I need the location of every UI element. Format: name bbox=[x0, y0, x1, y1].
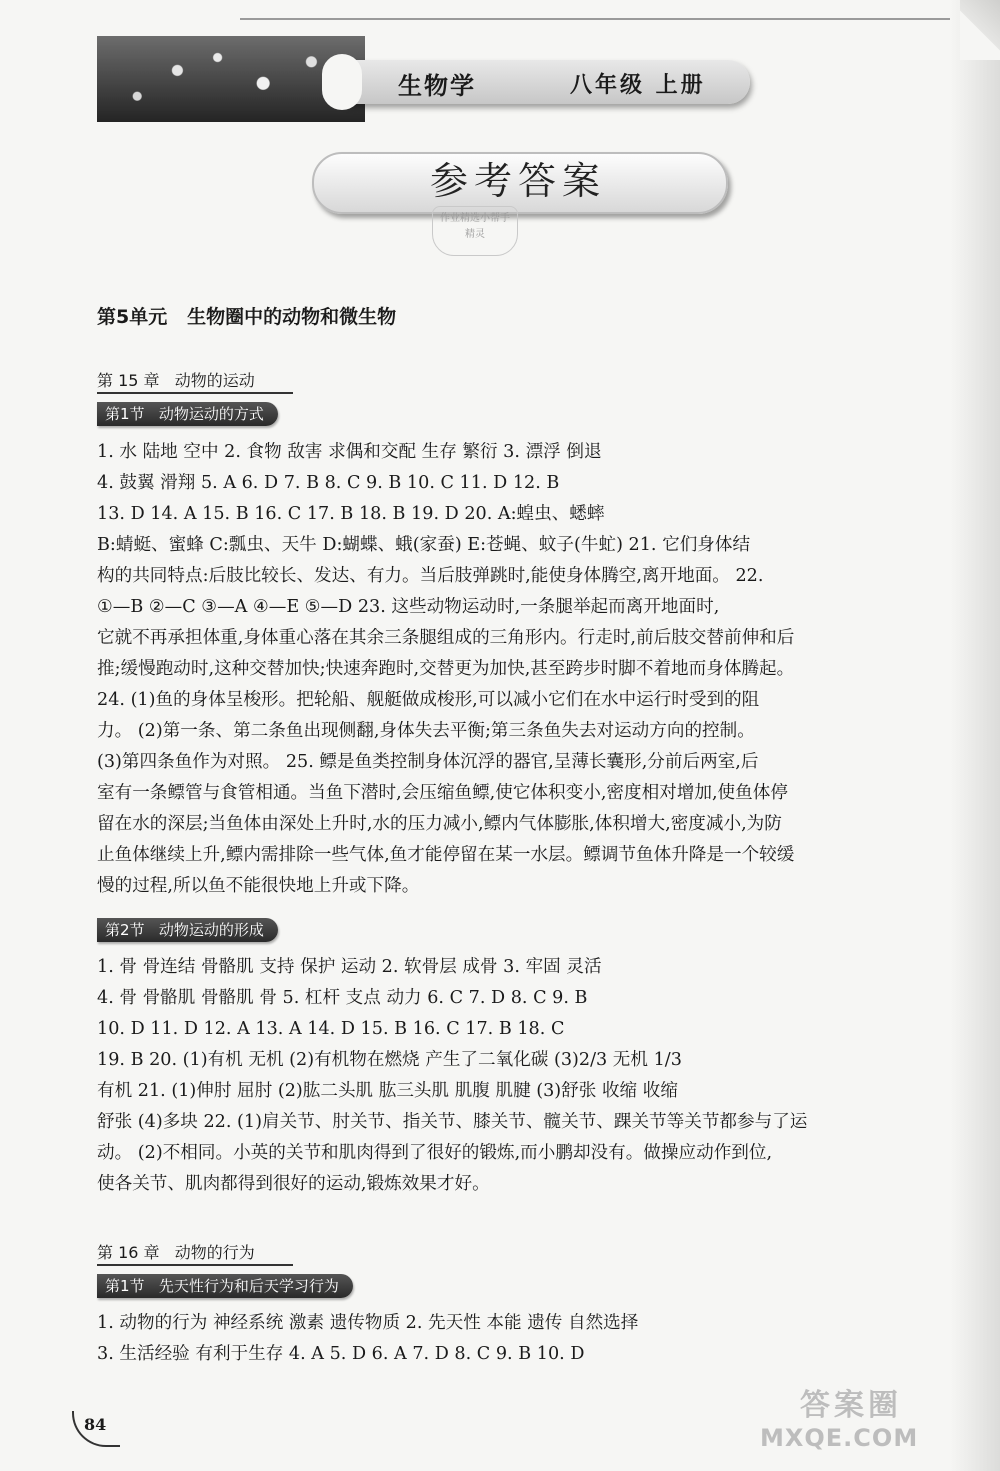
page-number bbox=[72, 1411, 120, 1445]
answer-line: 构的共同特点:后肢比较长、发达、有力。当后肢弹跳时,能使身体腾空,离开地面。 22. bbox=[97, 566, 764, 586]
answer-line: 3. 生活经验 有利于生存 4. A 5. D 6. A 7. D 8. C 9. B 10. D bbox=[97, 1344, 585, 1364]
answer-line: 留在水的深层;当鱼体由深处上升时,水的压力减小,鳔内气体膨胀,体积增大,密度减小,为防 bbox=[97, 814, 782, 834]
page-edge-shadow bbox=[950, 0, 1000, 1471]
section-15-1-tag: 第1节 动物运动的方式 bbox=[97, 402, 278, 426]
answer-line: 止鱼体继续上升,鳔内需排除一些气体,鱼才能停留在某一水层。鳔调节鱼体升降是一个较缓 bbox=[97, 845, 795, 865]
page-corner-fold bbox=[960, 0, 1000, 60]
answer-line: 有机 21. (1)伸肘 屈肘 (2)肱二头肌 肱三头肌 肌腹 肌腱 (3)舒张 收缩 收缩 bbox=[97, 1081, 678, 1101]
answer-line: 动。 (2)不相同。小英的关节和肌肉得到了很好的锻炼,而小鹏却没有。做操应动作到位, bbox=[97, 1143, 773, 1163]
answer-line: 4. 骨 骨骼肌 骨骼肌 骨 5. 杠杆 支点 动力 6. C 7. D 8. C 9. B bbox=[97, 988, 588, 1008]
watermark bbox=[760, 1380, 980, 1460]
chapter-15-title: 第 15 章 动物的运动 bbox=[97, 368, 255, 391]
answer-line: 19. B 20. (1)有机 无机 (2)有机物在燃烧 产生了二氧化碳 (3)2/3 无机 1/3 bbox=[97, 1050, 682, 1070]
answer-line: 力。 (2)第一条、第二条鱼出现侧翻,身体失去平衡;第三条鱼失去对运动方向的控制。 bbox=[97, 721, 755, 741]
top-rule bbox=[240, 18, 950, 20]
answer-line: 4. 鼓翼 滑翔 5. A 6. D 7. B 8. C 9. B 10. C 11. D 12. B bbox=[97, 473, 560, 493]
section-15-1-answers bbox=[97, 437, 942, 902]
watermark-top: 答案圈 bbox=[800, 1388, 902, 1423]
answer-title: 参考答案 bbox=[429, 159, 606, 203]
stamp-mark bbox=[432, 206, 518, 256]
answer-line: 舒张 (4)多块 22. (1)肩关节、肘关节、指关节、膝关节、髋关节、踝关节等关节都参与了运 bbox=[97, 1112, 808, 1132]
answer-line: (3)第四条鱼作为对照。 25. 鳔是鱼类控制身体沉浮的器官,呈薄长囊形,分前后两室,后 bbox=[97, 752, 759, 772]
answer-line: 慢的过程,所以鱼不能很快地上升或下降。 bbox=[97, 876, 420, 896]
answer-line: 10. D 11. D 12. A 13. A 14. D 15. B 16. C 17. B 18. C bbox=[97, 1019, 565, 1039]
answer-line: 24. (1)鱼的身体呈梭形。把轮船、舰艇做成梭形,可以减小它们在水中运行时受到的阻 bbox=[97, 690, 760, 710]
grade-label: 八年级 上册 bbox=[570, 72, 706, 98]
subject-label: 生物学 bbox=[398, 71, 476, 100]
section-15-2-answers bbox=[97, 952, 942, 1200]
unit-title: 第5单元 生物圈中的动物和微生物 bbox=[97, 306, 397, 328]
answer-line: 1. 骨 骨连结 骨骼肌 支持 保护 运动 2. 软骨层 成骨 3. 牢固 灵活 bbox=[97, 957, 602, 977]
watermark-bottom: MXQE.COM bbox=[760, 1424, 919, 1452]
section-15-2-tag: 第2节 动物运动的形成 bbox=[97, 918, 278, 942]
answer-line: 室有一条鳔管与食管相通。当鱼下潜时,会压缩鱼鳔,使它体积变小,密度相对增加,使鱼体停 bbox=[97, 783, 788, 803]
answer-line: 1. 动物的行为 神经系统 激素 遗传物质 2. 先天性 本能 遗传 自然选择 bbox=[97, 1313, 639, 1333]
stamp-line-2: 精灵 bbox=[465, 229, 485, 240]
stamp-line-1: 作业精选小帮手 bbox=[440, 213, 510, 224]
page-number-text: 84 bbox=[84, 1415, 107, 1434]
answer-line: 1. 水 陆地 空中 2. 食物 敌害 求偶和交配 生存 繁衍 3. 漂浮 倒退 bbox=[97, 442, 602, 462]
answer-line: ①—B ②—C ③—A ④—E ⑤—D 23. 这些动物运动时,一条腿举起而离开地面时, bbox=[97, 597, 720, 617]
section-16-1-tag: 第1节 先天性行为和后天学习行为 bbox=[97, 1274, 353, 1298]
answer-line: B:蜻蜓、蜜蜂 C:瓢虫、天牛 D:蝴蝶、蛾(家蚕) E:苍蝇、蚊子(牛虻) 21. 它们身体结 bbox=[97, 535, 751, 555]
section-16-1-answers bbox=[97, 1308, 942, 1370]
answer-line: 它就不再承担体重,身体重心落在其余三条腿组成的三角形内。行走时,前后肢交替前伸和后 bbox=[97, 628, 795, 648]
chapter-16-title: 第 16 章 动物的行为 bbox=[97, 1240, 255, 1263]
answer-line: 使各关节、肌肉都得到很好的运动,锻炼效果才好。 bbox=[97, 1174, 490, 1194]
answer-line: 推;缓慢跑动时,这种交替加快;快速奔跑时,交替更为加快,甚至跨步时脚不着地而身体腾起。 bbox=[97, 659, 795, 679]
answer-line: 13. D 14. A 15. B 16. C 17. B 18. B 19. D 20. A:蝗虫、蟋蟀 bbox=[97, 504, 605, 524]
